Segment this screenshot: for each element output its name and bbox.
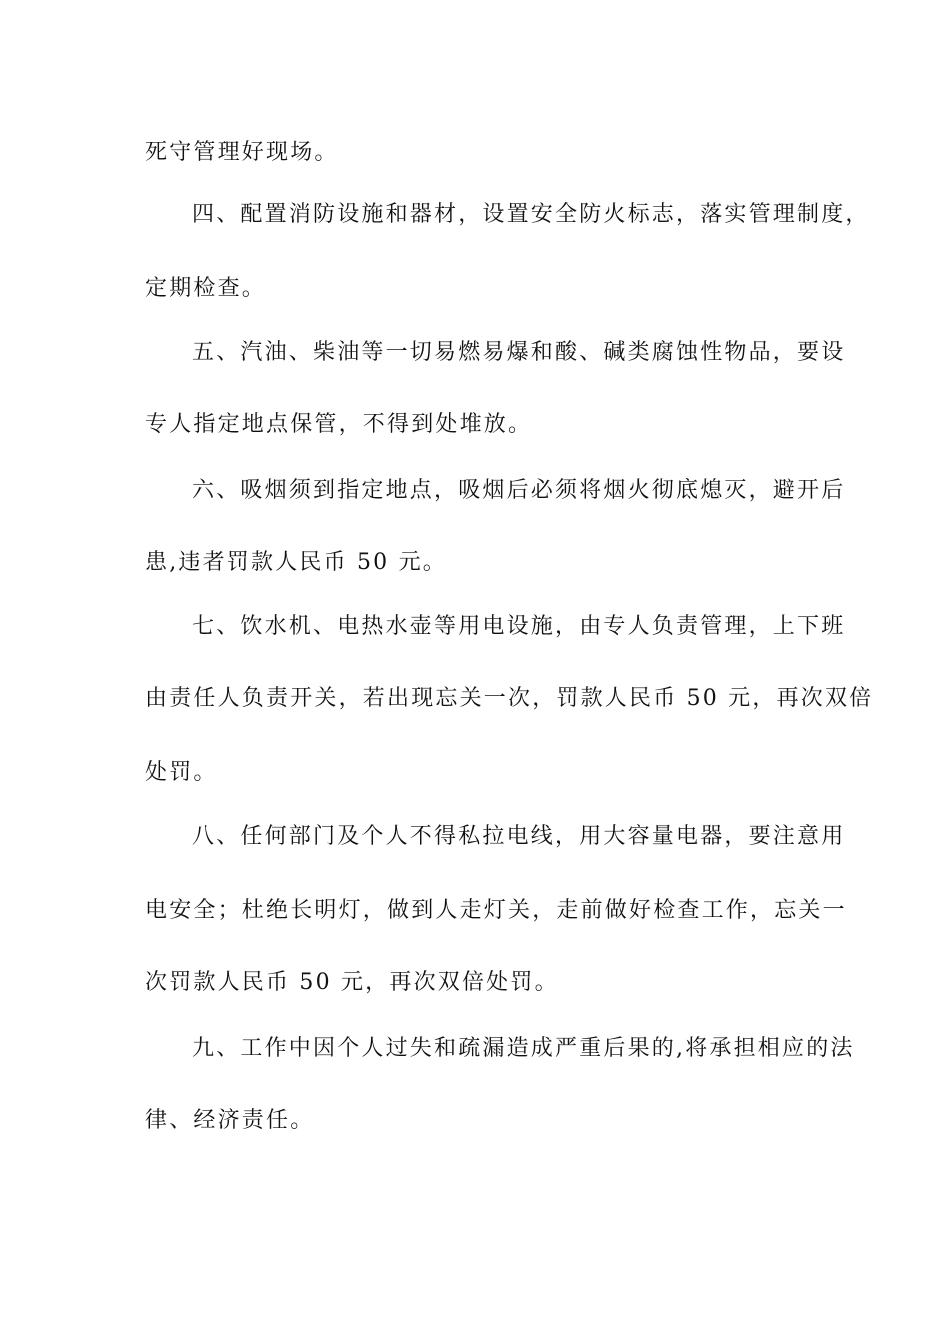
paragraph-4-line-1: 四、配置消防设施和器材，设置安全防火标志，落实管理制度，: [192, 202, 870, 227]
paragraph-5-line-1: 五、汽油、柴油等一切易燃易爆和酸、碱类腐蚀性物品，要设: [192, 340, 846, 365]
paragraph-9-line-1: 九、工作中因个人过失和疏漏造成严重后果的,将承担相应的法: [192, 1036, 855, 1061]
paragraph-7-line-3: 处罚。: [145, 760, 218, 785]
paragraph-5-line-2: 专人指定地点保管，不得到处堆放。: [145, 412, 533, 437]
paragraph-3-line-2: 死守管理好现场。: [145, 140, 339, 165]
paragraph-6-line-1: 六、吸烟须到指定地点，吸烟后必须将烟火彻底熄灭，避开后: [192, 478, 846, 503]
paragraph-8-line-1: 八、任何部门及个人不得私拉电线，用大容量电器，要注意用: [192, 824, 846, 849]
paragraph-9-line-2: 律、经济责任。: [145, 1108, 315, 1133]
paragraph-8-line-2: 电安全；杜绝长明灯，做到人走灯关，走前做好检查工作，忘关一: [145, 898, 847, 923]
paragraph-7-line-2: 由责任人负责开关，若出现忘关一次，罚款人民币 50 元，再次双倍: [145, 686, 874, 711]
paragraph-7-line-1: 七、饮水机、电热水壶等用电设施，由专人负责管理，上下班: [192, 614, 846, 639]
paragraph-6-line-2: 患,违者罚款人民币 50 元。: [145, 550, 447, 575]
paragraph-8-line-3: 次罚款人民币 50 元，再次双倍处罚。: [145, 970, 559, 995]
paragraph-4-line-2: 定期检查。: [145, 276, 267, 301]
